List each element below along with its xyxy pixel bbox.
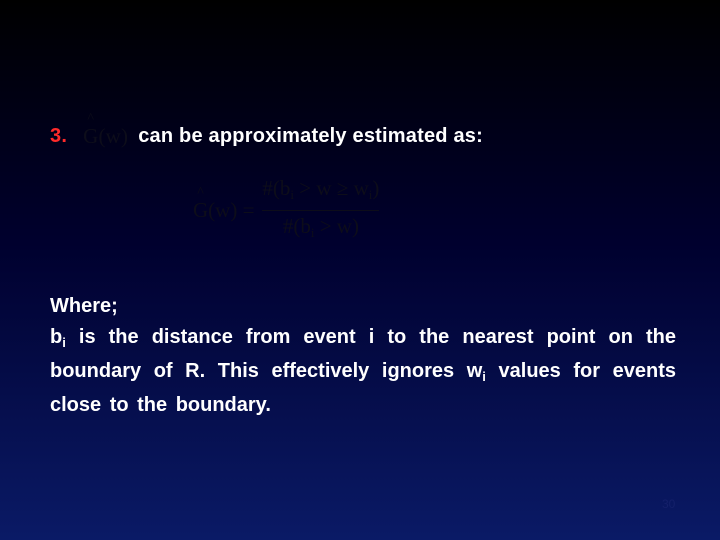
body-text	[50, 292, 676, 419]
formula-lhs: ^ G(w) =	[193, 198, 254, 223]
item-text: can be approximately estimated as:	[138, 124, 483, 147]
definition-paragraph: $b_i$ is the distance from event i to the nearest point on the boundary of R. This effectively ignores $w_i$ values for events close to the boundary.	[50, 326, 676, 416]
formula-fraction	[262, 173, 379, 248]
where-label: Where;	[50, 295, 118, 317]
formula-denominator: $\#(b_i > w)$	[282, 213, 359, 240]
page-number: 30	[662, 497, 676, 511]
estimator-formula	[193, 170, 379, 250]
formula-numerator: $\#(b_i > w \ge w_i)$	[262, 175, 380, 202]
g-hat-symbol: ^ G	[83, 124, 98, 149]
item-number: 3.	[50, 124, 68, 147]
item-line	[50, 120, 483, 152]
inline-g-of-w: ^ G(w)	[83, 124, 128, 149]
formula-g-hat: ^ G	[193, 198, 208, 223]
